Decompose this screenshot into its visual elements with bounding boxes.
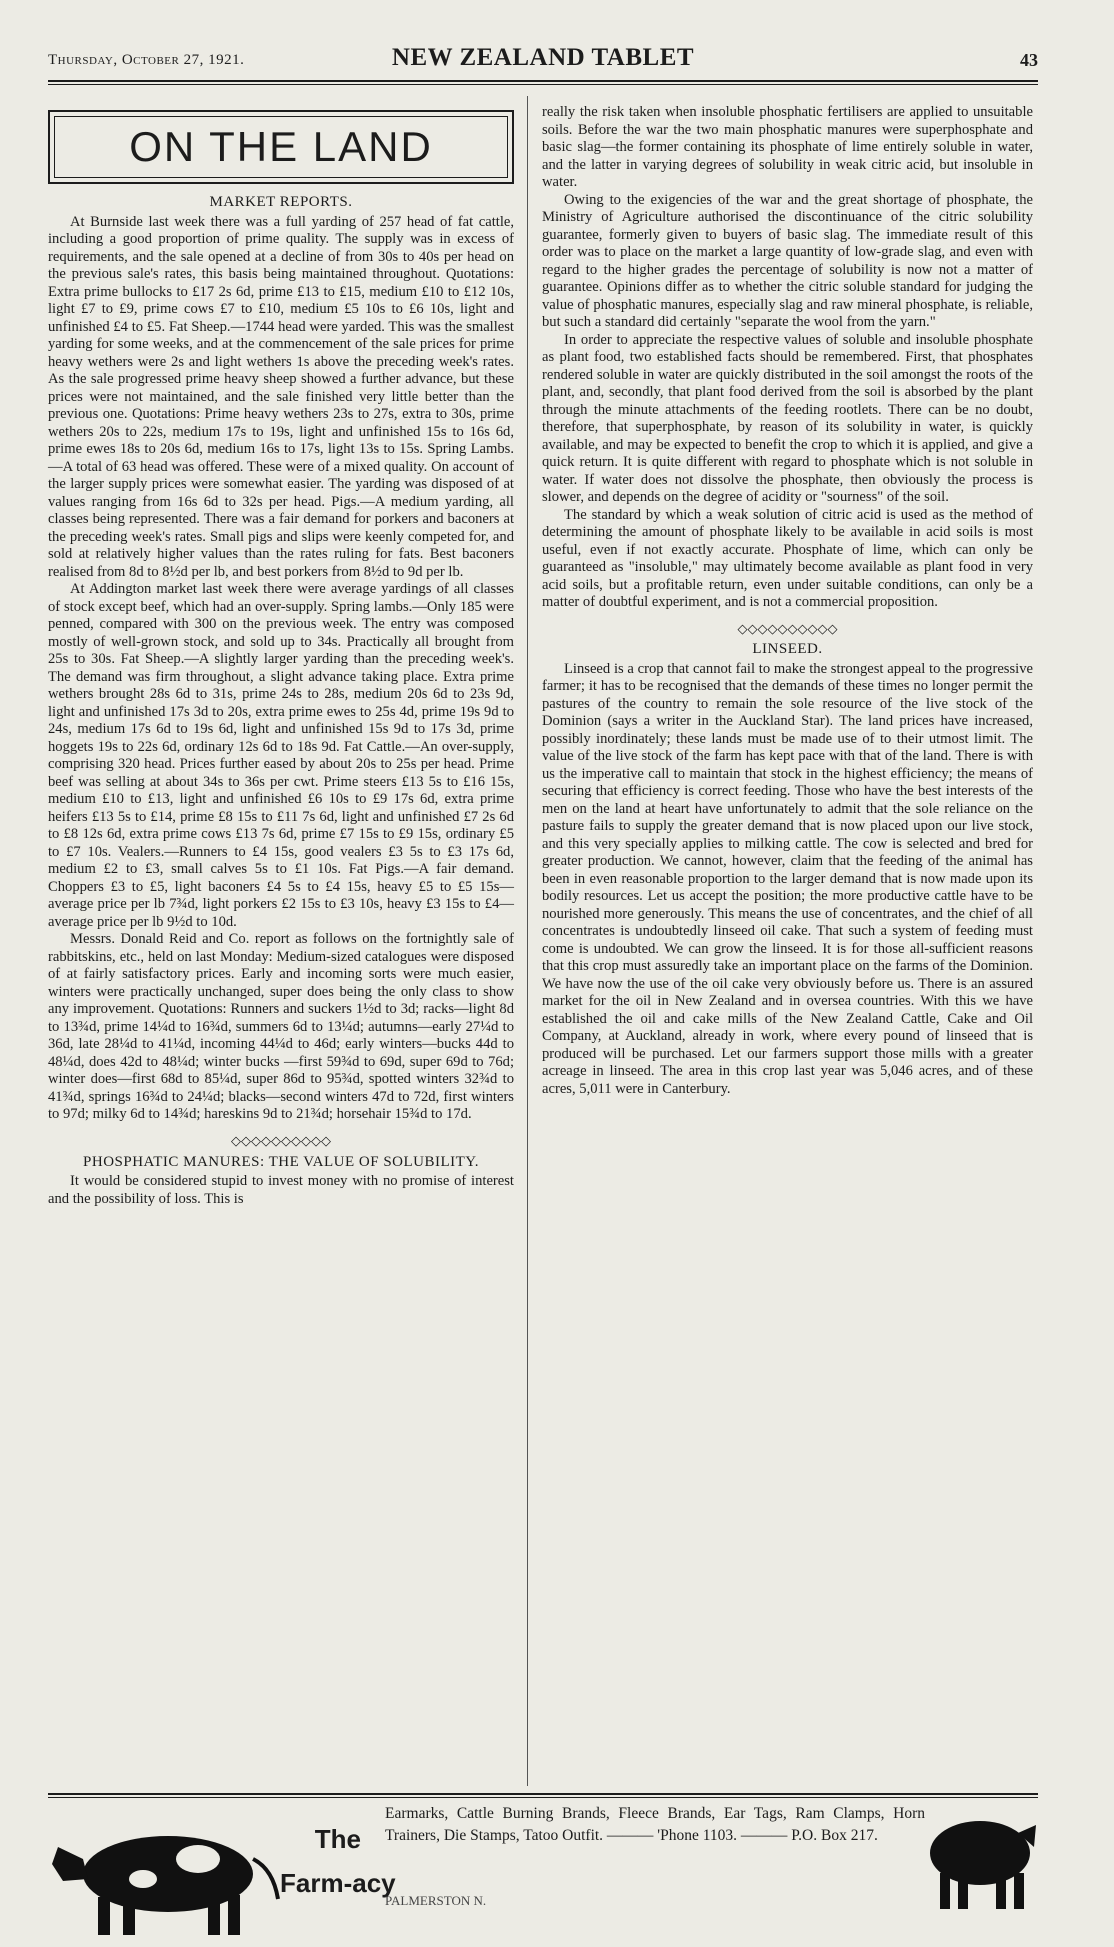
advertisement-address: PALMERSTON N. — [385, 1893, 487, 1908]
phosphatic-paragraph: The standard by which a weak solution of citric acid is used as the method of determining the amount of phosphate likely to be available in acid soils is most useful, even if not exactly accurate. Phosphate of lime, which can only be guaranteed as "insoluble," may ultimately become available as plant food in very acid soils, but a profitable return, even under suitable conditions, can only be a matter of doubtful experiment, and is not a commercial proposition. — [542, 506, 1033, 610]
market-paragraph: Messrs. Donald Reid and Co. report as follows on the fortnightly sale of rabbitskins, etc., held on last Monday: Medium-sized catalogues were disposed of at fairly satisfactory prices. Early and incoming sorts were much easier, winters were practically unchanged, super does being the only class to show any improvement. Quotations: Runners and suckers 1½d to 3d; racks—light 8d to 13¾d, prime 14¼d to 16¾d, summers 6d to 13¼d; autumns—early 27¼d to 36d, late 28¼d to 41¼d, incoming 44¼d to 46d; early winters—bucks 44d to 48¼d, does 42d to 48¼d; winter bucks —first 59¾d to 69d, super 69d to 76d; winter does—first 68d to 85¼d, super 86d to 95¾d, spotted winters 32¾d to 41¾d, springs 16¾d to 24¼d; blacks—second winters 47d to 72d, first winters to 97d; milky 6d to 14¾d; hareskins 9d to 21¾d; horsehair 15¾d to 17d. — [48, 931, 514, 1122]
issue-date: Thursday, October 27, 1921. — [48, 52, 245, 68]
linseed-heading: LINSEED. — [752, 641, 823, 657]
phosphatic-heading: PHOSPHATIC MANURES: THE VALUE OF SOLUBILITY. — [83, 1154, 479, 1170]
footer-rule-thin — [48, 1797, 1038, 1798]
phosphatic-paragraph: In order to appreciate the respective values of soluble and insoluble phosphate as plant food, two established facts should be remembered. First, that phosphates rendered soluble in water are quickly distributed in the soil amongst the roots of the plant, and, secondly, that plant food derived from the soil is absorbed by the plant through the minute attachments of the feeding rootlets. There can be no doubt, therefore, that superphosphate, by reason of its solubility in water, is quickly available, and may be expected to benefit the crop to which it is applied, and give a quick return. It is quite different with regard to phosphate which is not soluble in water. If water does not dissolve the phosphate, then obviously the process is slower, and depends on the degree of acidity or "sourness" of the soil. — [542, 331, 1033, 505]
bull-illustration-icon — [918, 1803, 1038, 1913]
linseed-paragraph: Linseed is a crop that cannot fail to make the strongest appeal to the progressive farmer; it has to be recognised that the demands of these times no longer permit the pastures of the country to remain the sole resource of the live stock of the Dominion (says a writer in the Auckland Star). The land prices have increased, possibly inordinately; these lands must be made use of to their utmost limit. The value of the live stock of the farm has kept pace with that of the land. There is with us the imperative call to maintain that stock in the highest efficiency; the means of securing that efficiency is correct feeding. Those who have the best interests of the men on the land at heart have unfortunately to admit that the sole reliance on the pasture fails to supply the greater demand that is now placed upon our live stock, and this very specially applies to milking cattle. The cow is selected and bred for greater production. We cannot, however, claim that the feeding of the animal has been in even reasonable proportion to the larger demand that is now made upon its bodily resources. Let us accept the position; the more productive cattle have to be nourished more generously. This means the use of concentrates, and the chief of all concentrates is undoubtedly linseed oil cake. That such a system of feeding must come is undoubted. We can grow the linseed. It is for those all-sufficient reasons that this crop must assuredly take an important place on the farms of the Dominion. We have now the use of the oil cake very obviously before us. There is an assured market for the oil in New Zealand and in oversea countries. With this we have established the oil and cake mills of the New Zealand Cattle, Cake and Oil Company, at Auckland, already in work, where every pound of linseed that is produced will be purchased. Let our farmers support those mills with a greater acreage in linseed. The area in this crop last year was 5,046 acres, and of these acres, 5,011 were in Canterbury. — [542, 660, 1033, 1097]
header-rule-thin — [48, 84, 1038, 85]
brand-line-farmacy: Farm-acy — [280, 1868, 396, 1898]
phosphatic-paragraph: really the risk taken when insoluble phosphatic fertilisers are applied to unsuitable soils. Before the war the two main phosphatic manures were superphosphate and basic slag—the former containing its phosphate of lime entirely soluble in water, and the latter in varying degrees of solubility in weak citric acid, but insoluble in water. — [542, 104, 1033, 190]
brand-line-the: The — [314, 1824, 361, 1854]
left-column — [48, 104, 514, 1208]
market-reports-heading: MARKET REPORTS. — [209, 194, 353, 210]
farmacy-brand — [280, 1817, 396, 1905]
phosphatic-paragraph: Owing to the exigencies of the war and the great shortage of phosphate, the Ministry of Agriculture authorised the discontinuance of the citric solubility guarantee, formerly given to buyers of basic slag. The immediate result of this order was to place on the market a large quantity of low-grade slag, and even with regard to the higher grades the percentage of solubility is now not a matter of guarantee. Opinions differ as to whether the citric soluble standard for judging the value of phosphatic manures, especially slag and raw mineral phosphate, is reliable, but such a standard did certainly "separate the wool from the yarn." — [542, 191, 1033, 330]
section-banner — [48, 110, 514, 184]
market-paragraph: At Burnside last week there was a full yarding of 257 head of fat cattle, including a good proportion of prime quality. The supply was in excess of requirements, and the sale opened at a decline of from 30s to 40s per head on the previous sale's rates, this basis being maintained throughout. Quotations: Extra prime bullocks to £17 2s 6d, prime £13 to £15, medium £10 to £12 10s, light £7 to £9, prime cows £7 to £10, medium £5 10s to £6 10s, light and unfinished £4 to £5. Fat Sheep.—1744 head were yarded. This was the smallest yarding for some weeks, and at the commencement of the sale prices for prime heavy wethers were 2s and light wethers 1s above the preceding week's rates. As the sale progressed prime heavy sheep showed a further advance, but these prices were not maintained, and the sale finished very little better than the previous one. Quotations: Prime heavy wethers 23s to 27s, extra to 30s, prime wethers 20s to 22s, medium 17s to 19s, light and unfinished 15s to 16s 6d, prime ewes 18s to 20s 6d, medium 16s to 17s, light 13s to 15s. Spring Lambs.—A total of 63 head was offered. These were of a mixed quality. On account of the larger supply prices were somewhat easier. The yarding was disposed of at values ranging from 16s 6d to 32s per head. Pigs.—A medium yarding, all classes being represented. There was a fair demand for porkers and baconers at the preceding week's rates. Small pigs and slips were keenly competed for, and sold at relatively higher values than the rates ruling for fats. Best baconers realised from 8d to 8½d per lb, and best porkers from 8½d to 9d per lb. — [48, 213, 514, 580]
page-header — [48, 44, 1038, 78]
page-number: 43 — [1020, 50, 1038, 70]
masthead-title: NEW ZEALAND TABLET — [391, 44, 695, 71]
farmacy-advertisement — [48, 1803, 1038, 1943]
phosphatic-paragraph: It would be considered stupid to invest money with no promise of interest and the possibility of loss. This is — [48, 1173, 514, 1207]
cow-illustration-icon — [48, 1819, 288, 1939]
right-column — [542, 104, 1033, 1098]
section-ornament: ◇◇◇◇◇◇◇◇◇◇ — [737, 620, 838, 636]
header-rule — [48, 80, 1038, 82]
column-divider — [527, 96, 528, 1786]
section-ornament: ◇◇◇◇◇◇◇◇◇◇ — [231, 1132, 331, 1148]
footer-rule — [48, 1793, 1038, 1795]
section-banner-title: ON THE LAND — [54, 116, 508, 178]
market-paragraph: At Addington market last week there were average yardings of all classes of stock except beef, which had an over-supply. Spring lambs.—Only 185 were penned, compared with 300 on the previous week. The entry was composed mostly of well-grown stock, and sold up to 34s. Practically all brought from 25s to 30s. Fat Sheep.—A slightly larger yarding than the preceding week's. The demand was firm throughout, a slight advance taking place. Extra prime wethers brought 28s 6d to 31s, prime 24s to 28s, medium 20s 6d to 23s 9d, light and unfinished 17s 3d to 20s, extra prime ewes to 25s 4d, prime 19s 9d to 24s, medium 17s 6d to 19s 6d, light and unfinished 15s 9d to 17s 3d, prime hoggets 19s to 22s 6d, ordinary 12s 6d to 18s 9d. Fat Cattle.—An over-supply, comprising 320 head. Prices further eased by about 20s to 25s per head. Prime beef was selling at about 34s to 36s per cwt. Prime steers £13 5s to £16 15s, medium £10 to £13, light and unfinished £6 10s to £9 17s 6d, extra prime heifers £13 5s to £14, prime £8 15s to £11 7s 6d, light and unfinished £7 2s 6d to £8 12s 6d, extra prime cows £13 7s 6d, prime £7 15s to £9 15s, ordinary £5 to £7 10s. Vealers.—Runners to £4 15s, good vealers £3 5s to £3 17s 6d, medium £2 to £3, small calves 5s to £1 10s. Fat Pigs.—A fair demand. Choppers £3 to £5, light baconers £4 5s to £4 15s, heavy £5 to £5 15s—average price per lb 7¾d, light porkers £2 15s to £3 10s, heavy £3 15s to £4—average price per lb 9½d to 10d. — [48, 581, 514, 930]
advertisement-text: Earmarks, Cattle Burning Brands, Fleece Brands, Ear Tags, Ram Clamps, Horn Trainers, Die Stamps, Tatoo Outfit. ——— 'Phone 1103. ——— P.O. Box 217. — [385, 1805, 925, 1844]
